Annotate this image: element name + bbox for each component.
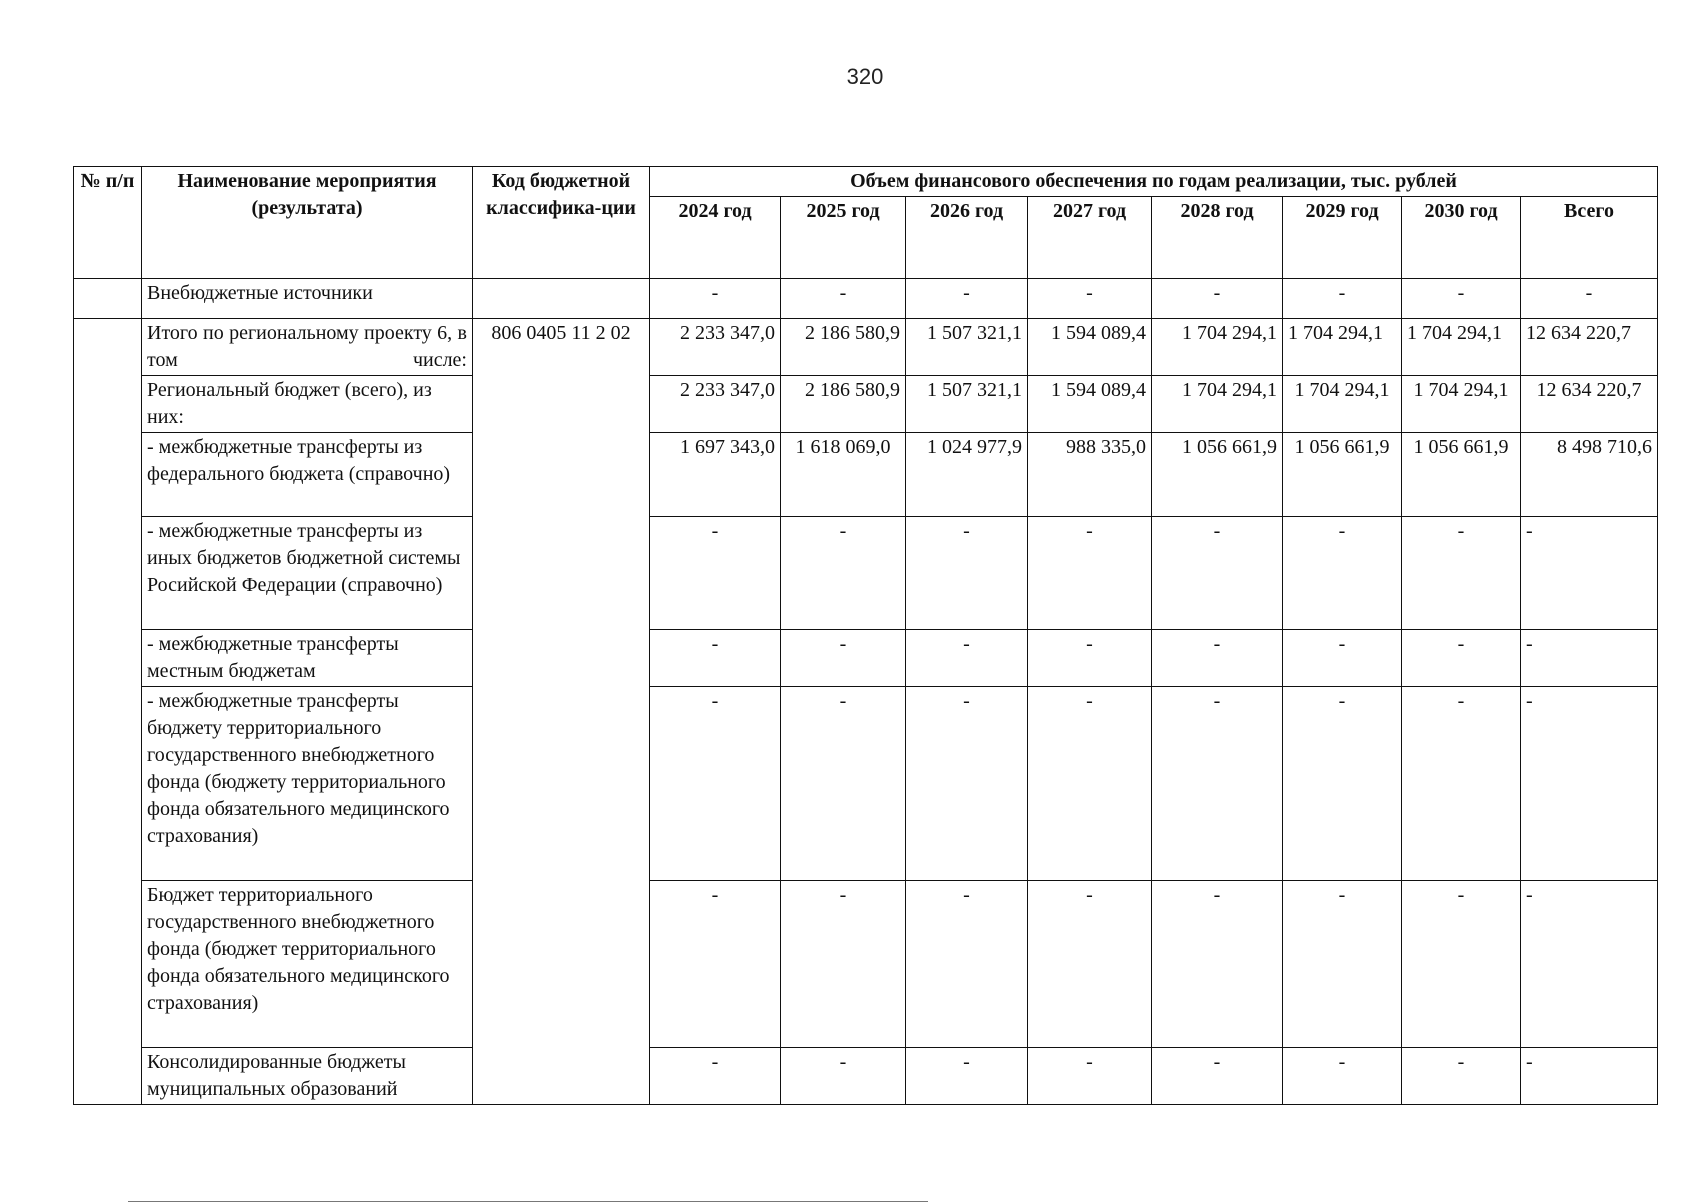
cell-value: 1 594 089,4 [1028,376,1152,433]
cell-value: 1 704 294,1 [1152,319,1283,376]
row-name: Итого по региональному проекту 6, в том числе: [142,319,473,376]
cell-value: 988 335,0 [1028,433,1152,517]
cell-value: - [650,687,781,881]
cell-value: - [650,279,781,319]
cell-value: - [1028,630,1152,687]
cell-value: - [1402,279,1521,319]
cell-value: 1 704 294,1 [1152,376,1283,433]
cell-value: - [650,630,781,687]
cell-value: 1 056 661,9 [1152,433,1283,517]
cell-value: 1 056 661,9 [1283,433,1402,517]
cell-value: - [1521,279,1658,319]
budget-table [73,166,1658,1105]
cell-value: 12 634 220,7 [1521,319,1658,376]
table-row-offbudget [74,279,1658,319]
cell-value: - [1521,881,1658,1048]
cell-value: - [1152,687,1283,881]
cell-value: - [1152,517,1283,630]
budget-code: 806 0405 11 2 02 [473,319,650,1105]
cell-value: 1 024 977,9 [906,433,1028,517]
cell-value: 1 704 294,1 [1283,376,1402,433]
cell-value: 1 618 069,0 [781,433,906,517]
header-year: Всего [1521,197,1658,279]
cell-no [74,279,142,319]
cell-value: 2 233 347,0 [650,319,781,376]
row-name: - межбюджетные трансферты бюджету территориального государственного внебюджетного фонда (бюджету территориального фонда обязательного медицинского страхования) [142,687,473,881]
cell-value: - [906,881,1028,1048]
cell-value: - [650,1048,781,1105]
header-year: 2024 год [650,197,781,279]
table-row [74,881,1658,1048]
cell-value: - [1283,881,1402,1048]
cell-value: 1 507 321,1 [906,376,1028,433]
cell-value: - [781,517,906,630]
cell-value: 1 594 089,4 [1028,319,1152,376]
cell-value: 1 704 294,1 [1402,376,1521,433]
header-year: 2029 год [1283,197,1402,279]
cell-value: 1 704 294,1 [1283,319,1402,376]
cell-value: - [1283,687,1402,881]
cell-value: - [906,517,1028,630]
cell-value: - [1402,881,1521,1048]
cell-value: - [781,279,906,319]
cell-no [74,319,142,1105]
row-name: - межбюджетные трансферты из иных бюджетов бюджетной системы Росийской Федерации (справочно) [142,517,473,630]
header-row-1 [74,167,1658,197]
header-col-no: № п/п [74,167,142,279]
header-col-volume: Объем финансового обеспечения по годам реализации, тыс. рублей [650,167,1658,197]
cell-value: - [1028,279,1152,319]
cell-value: - [781,687,906,881]
cell-value: - [1283,1048,1402,1105]
cell-value: 1 056 661,9 [1402,433,1521,517]
header-year: 2028 год [1152,197,1283,279]
cell-value: 12 634 220,7 [1521,376,1658,433]
cell-value: - [650,517,781,630]
cell-code [473,279,650,319]
row-name: - межбюджетные трансферты местным бюджетам [142,630,473,687]
cell-value: - [1028,687,1152,881]
table-row [74,319,1658,376]
header-col-code: Код бюджетной классифика-ции [473,167,650,279]
header-col-name: Наименование мероприятия (результата) [142,167,473,279]
cell-value: - [1152,279,1283,319]
row-name: Бюджет территориального государственного внебюджетного фонда (бюджет территориального фонда обязательного медицинского страхования) [142,881,473,1048]
cell-value: - [1152,1048,1283,1105]
cell-value: - [1028,517,1152,630]
cell-value: - [1402,517,1521,630]
row-name: - межбюджетные трансферты из федерального бюджета (справочно) [142,433,473,517]
cell-value: 1 704 294,1 [1402,319,1521,376]
cell-value: - [650,881,781,1048]
cell-value: - [1028,881,1152,1048]
cell-value: 2 186 580,9 [781,376,906,433]
cell-value: 8 498 710,6 [1521,433,1658,517]
cell-value: - [906,1048,1028,1105]
cell-value: - [1402,687,1521,881]
table-row [74,517,1658,630]
table-row [74,1048,1658,1105]
cell-value: 1 697 343,0 [650,433,781,517]
cell-value: - [1402,1048,1521,1105]
cell-value: - [781,881,906,1048]
table-row [74,630,1658,687]
cell-value: - [906,279,1028,319]
cell-value: 2 186 580,9 [781,319,906,376]
row-name: Региональный бюджет (всего), из них: [142,376,473,433]
cell-value: - [1521,517,1658,630]
cell-value: 1 507 321,1 [906,319,1028,376]
cell-value: - [1283,630,1402,687]
cell-value: - [1521,687,1658,881]
header-year: 2026 год [906,197,1028,279]
cell-value: - [1521,630,1658,687]
cell-value: - [906,630,1028,687]
cell-value: 2 233 347,0 [650,376,781,433]
table-row [74,376,1658,433]
cell-value: - [1283,279,1402,319]
header-year: 2027 год [1028,197,1152,279]
cell-value: - [1152,881,1283,1048]
header-year: 2030 год [1402,197,1521,279]
cell-value: - [906,687,1028,881]
cell-value: - [1402,630,1521,687]
cell-value: - [781,1048,906,1105]
row-name: Консолидированные бюджеты муниципальных образований [142,1048,473,1105]
table-row [74,433,1658,517]
cell-value: - [1521,1048,1658,1105]
page-number: 320 [846,64,884,89]
table-row [74,687,1658,881]
cell-value: - [1283,517,1402,630]
cell-value: - [781,630,906,687]
row-name: Внебюджетные источники [142,279,473,319]
cell-value: - [1028,1048,1152,1105]
header-year: 2025 год [781,197,906,279]
cell-value: - [1152,630,1283,687]
